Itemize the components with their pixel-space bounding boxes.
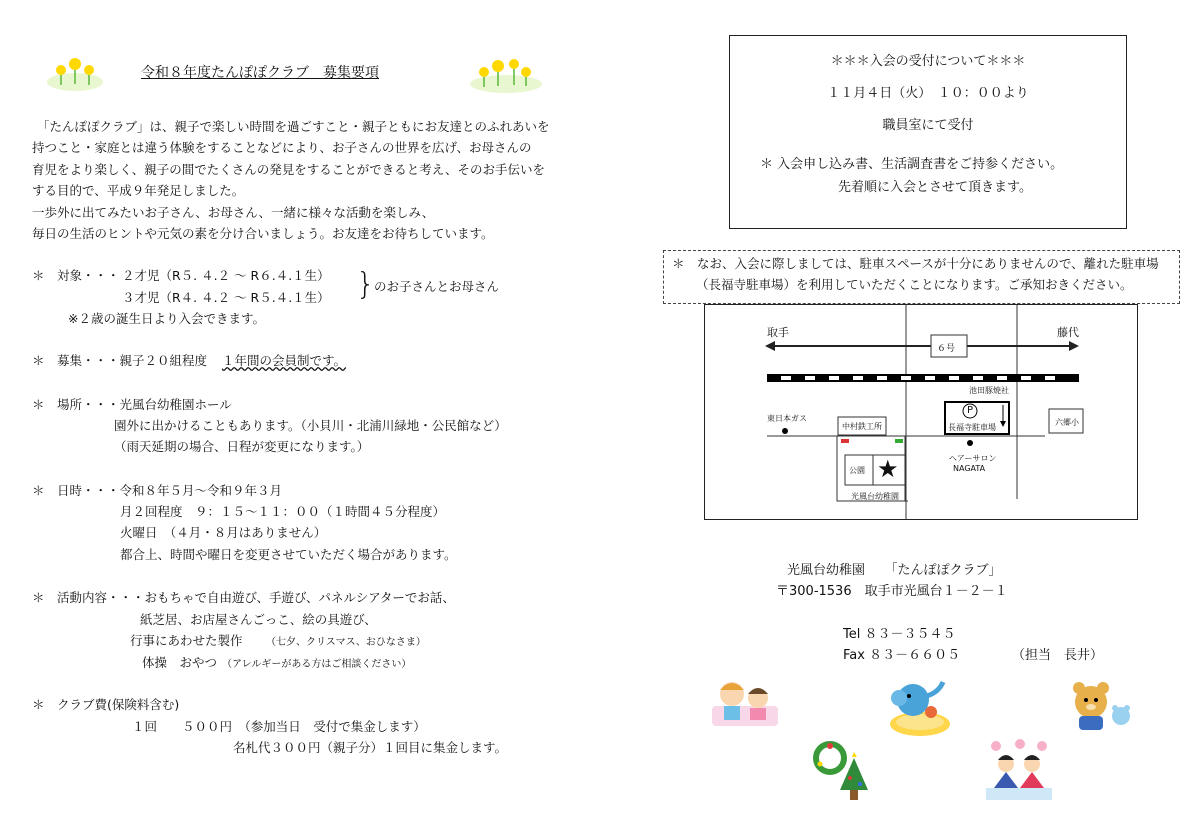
schedule-line: 月２回程度 ９：１５～１１：００（１時間４５分程度） [120,504,446,519]
map-label-gas: 東日本ガス [767,414,807,423]
contact-person: （担当 長井） [1012,648,1104,663]
activity-line: 紙芝居、お店屋さんごっこ、絵の具遊び、 [140,612,377,627]
schedule-line: 火曜日 （４月・８月はありません） [120,525,327,540]
map-label-kindergarten: 光風台幼稚園 [851,492,899,501]
contact-fax: Fax ８３－６６０５ [843,648,961,663]
map-label-ikeda: 池田豚焼社 [969,386,1009,395]
activity-label: ＊ 活動内容・・・おもちゃで自由遊び、手遊び、パネルシアターでお話、 [32,590,455,605]
intro-line: 一歩外に出てみたいお子さん、お母さん、一緒に様々な活動を楽しみ、 [32,205,435,220]
kindergarten-star-icon: ★ [877,455,899,483]
activity-line: 体操 おやつ [142,655,218,670]
map-label-salon: ヘアーサロン [949,454,997,463]
schedule-label: ＊ 日時・・・令和８年５月～令和９年３月 [32,483,283,498]
target-label: ＊ 対象・・・ [32,268,120,283]
dandelion-illustration-left [45,52,105,92]
target-age3: ３才児（R４. ４.２ ～ R５.４.１生） [122,290,330,305]
reception-date: １１月４日（火） １０：００より [827,86,1029,101]
hina-dolls-illustration [984,738,1054,802]
map-label-parking: 長福寺駐車場 [948,423,996,432]
reception-place: 職員室にて受付 [882,118,974,133]
contact-name: 光風台幼稚園 「たんぽぽクラブ」 [787,563,1002,578]
place-line: （雨天延期の場合、日程が変更になります。） [114,439,370,454]
brace-icon: } [356,267,376,302]
map-label-rokugou: 六郷小 [1055,418,1079,427]
activity-line-note: （アレルギーがある方はご相談ください） [222,659,412,670]
elephant-pool-illustration [887,676,953,738]
map-label-toride: 取手 [767,326,789,339]
recruit-note: １年間の会員制です。 [222,353,347,368]
place-line: 園外に出かけることもあります。（小貝川・北浦川緑地・公民館など） [114,418,507,433]
intro-line: 毎日の生活のヒントや元気の素を分け合いましょう。お友達をお待ちしています。 [32,226,494,241]
reception-title: ＊＊＊入会の受付について＊＊＊ [830,54,1026,69]
dandelion-illustration-right [466,52,546,94]
contact-address: 〒300-1536 取手市光風台１－２－１ [776,584,1008,599]
page-title: 令和８年度たんぽぽクラブ 募集要項 [141,65,379,81]
bears-illustration [1067,680,1135,734]
intro-line: 持つこと・家庭とは違う体験をすることなどにより、お子さんの世界を広げ、お母さんの [32,140,532,155]
contact-tel: Tel ８３－３５４５ [843,627,956,642]
christmas-illustration [810,738,876,804]
activity-line-note: （七夕、クリスマス、おひなさま） [266,637,426,648]
map-label-fujishiro: 藤代 [1057,326,1079,339]
map-label-salon-name: NAGATA [953,464,986,473]
parking-icon: P [967,405,974,416]
target-age2: ２才児（R５. ４.２ ～ R６.４.１生） [122,268,330,283]
children-illustration [710,676,780,728]
activity-line: 行事にあわせた製作 [130,633,243,648]
fee-line: １回 ５００円 （参加当日 受付で集金します） [132,719,426,734]
access-map [704,304,1138,520]
fee-label: ＊ クラブ費(保険料含む) [32,697,180,712]
intro-line: 「たんぽぽクラブ」は、親子で楽しい時間を過ごすこと・親子ともにお友達とのふれあいを [37,119,550,134]
map-label-route6: ６号 [937,344,956,354]
target-brace-text: のお子さんとお母さん [374,279,500,294]
map-label-park: 公園 [849,466,865,475]
reception-box [729,35,1127,229]
parking-notice [663,250,1180,304]
target-note: ※２歳の誕生日より入会できます。 [68,311,265,326]
recruit-label: ＊ 募集・・・親子２０組程度 [32,353,208,368]
reception-note: ＊ 入会申し込み書、生活調査書をご持参ください。 [760,157,1064,172]
parking-notice-line: （長福寺駐車場）を利用していただくことになります。ご承知おきください。 [696,277,1133,292]
intro-line: 育児をより楽しく、親子の間でたくさんの発見をすることができると考え、そのお手伝いを [32,162,546,177]
place-label: ＊ 場所・・・光風台幼稚園ホール [32,397,232,412]
reception-note: 先着順に入会とさせて頂きます。 [838,180,1032,195]
parking-notice-line: ＊ なお、入会に際しましては、駐車スペースが十分にありませんので、離れた駐車場 [672,256,1159,271]
schedule-line: 都合上、時間や曜日を変更させていただく場合があります。 [120,547,457,562]
fee-line: 名札代３００円（親子分）１回目に集金します。 [233,740,508,755]
map-label-ironworks: 中村鉄工所 [842,422,882,431]
intro-line: する目的で、平成９年発足しました。 [32,183,245,198]
